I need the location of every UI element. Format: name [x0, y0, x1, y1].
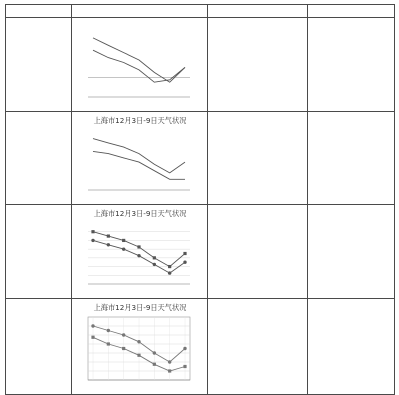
- row-description: [208, 18, 308, 112]
- data-point: [153, 363, 156, 366]
- chart-cell: [72, 299, 208, 395]
- row-comment: [308, 18, 395, 112]
- table-header-row: [6, 5, 395, 18]
- data-point: [183, 365, 186, 368]
- data-point: [107, 243, 110, 246]
- data-point: [107, 234, 110, 237]
- data-point: [168, 265, 171, 268]
- chart-cell: [72, 112, 208, 205]
- row-label: [6, 299, 72, 395]
- data-point: [168, 271, 171, 274]
- series-line-1: [93, 38, 185, 82]
- data-point: [168, 360, 171, 363]
- row-comment: [308, 205, 395, 299]
- data-point: [107, 342, 110, 345]
- data-point: [137, 254, 140, 257]
- header-cell-3: [308, 5, 395, 18]
- chart-cell: [72, 205, 208, 299]
- row-label: [6, 205, 72, 299]
- line-chart-3: [72, 205, 208, 298]
- row-description: [208, 299, 308, 395]
- table-row: [6, 112, 395, 205]
- data-point: [122, 333, 125, 336]
- row-label: [6, 18, 72, 112]
- table-row: [6, 18, 395, 112]
- data-point: [153, 256, 156, 259]
- data-point: [91, 239, 94, 242]
- data-point: [168, 369, 171, 372]
- data-point: [91, 336, 94, 339]
- data-point: [122, 347, 125, 350]
- line-chart-1: [72, 18, 208, 111]
- chart-cell: [72, 18, 208, 112]
- row-label: [6, 112, 72, 205]
- row-comment: [308, 299, 395, 395]
- chart-title: 上海市12月3日-9日天气状况: [93, 209, 187, 218]
- data-point: [137, 245, 140, 248]
- header-cell-1: [72, 5, 208, 18]
- comparison-table: [5, 4, 395, 395]
- data-point: [137, 354, 140, 357]
- data-point: [153, 351, 156, 354]
- data-point: [137, 340, 140, 343]
- data-point: [91, 230, 94, 233]
- data-point: [107, 329, 110, 332]
- row-comment: [308, 112, 395, 205]
- series-line-2: [93, 151, 185, 179]
- data-point: [122, 247, 125, 250]
- data-point: [153, 263, 156, 266]
- chart-title: 上海市12月3日-9日天气状况: [93, 116, 187, 125]
- row-description: [208, 112, 308, 205]
- data-point: [91, 324, 94, 327]
- chart-title: 上海市12月3日-9日天气状况: [93, 303, 187, 312]
- row-description: [208, 205, 308, 299]
- data-point: [183, 347, 186, 350]
- line-chart-2: [72, 112, 208, 204]
- table-row: [6, 299, 395, 395]
- header-cell-0: [6, 5, 72, 18]
- table-row: [6, 205, 395, 299]
- header-cell-2: [208, 5, 308, 18]
- series-line-1: [93, 139, 185, 173]
- data-point: [183, 252, 186, 255]
- line-chart-4: [72, 299, 208, 394]
- data-point: [183, 261, 186, 264]
- data-point: [122, 239, 125, 242]
